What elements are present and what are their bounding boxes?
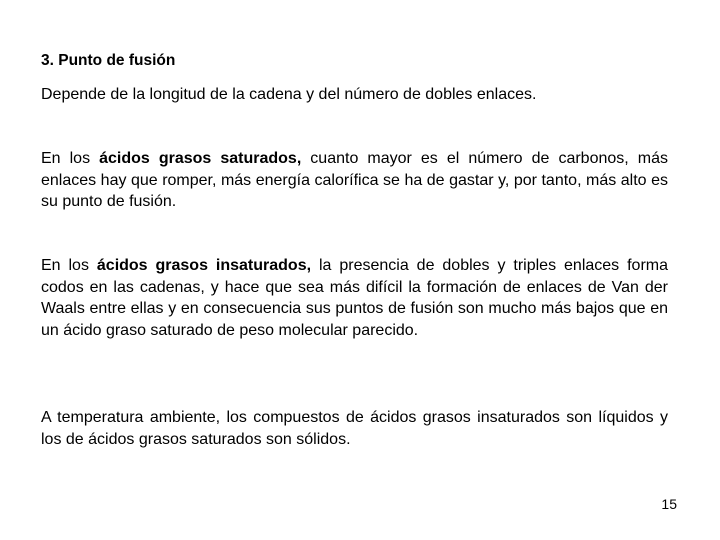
paragraph-room-temperature: A temperatura ambiente, los compuestos de ácidos grasos insaturados son líquidos y los de ácidos grasos saturados son sólidos.: [41, 409, 668, 448]
paragraph-saturated-prefix: En los: [41, 150, 100, 167]
paragraph-unsaturated-suffix: la presencia de dobles y triples enlaces forma codos en las cadenas, y hace que sea más difícil la formación de enlaces de Van der Waals entre ellas y en consecuencia sus puntos de fusión son mucho más bajos que en un ácido graso saturado de peso molecular parecido.: [41, 257, 668, 339]
page-number: 15: [661, 496, 677, 512]
paragraph-unsaturated-prefix: En los: [41, 257, 97, 274]
paragraph-unsaturated-bold: ácidos grasos insaturados,: [96, 257, 312, 274]
section-heading: 3. Punto de fusión: [41, 52, 176, 69]
paragraph-intro: Depende de la longitud de la cadena y del número de dobles enlaces.: [41, 86, 537, 103]
paragraph-saturated-bold: ácidos grasos saturados,: [99, 150, 302, 167]
paragraph-saturated-suffix: cuanto mayor es el número de carbonos, más enlaces hay que romper, más energía calorífica se ha de gastar y, por tanto, más alto es su punto de fusión.: [41, 150, 668, 210]
paragraph-saturated: [41, 148, 668, 213]
paragraph-unsaturated: [41, 255, 668, 341]
